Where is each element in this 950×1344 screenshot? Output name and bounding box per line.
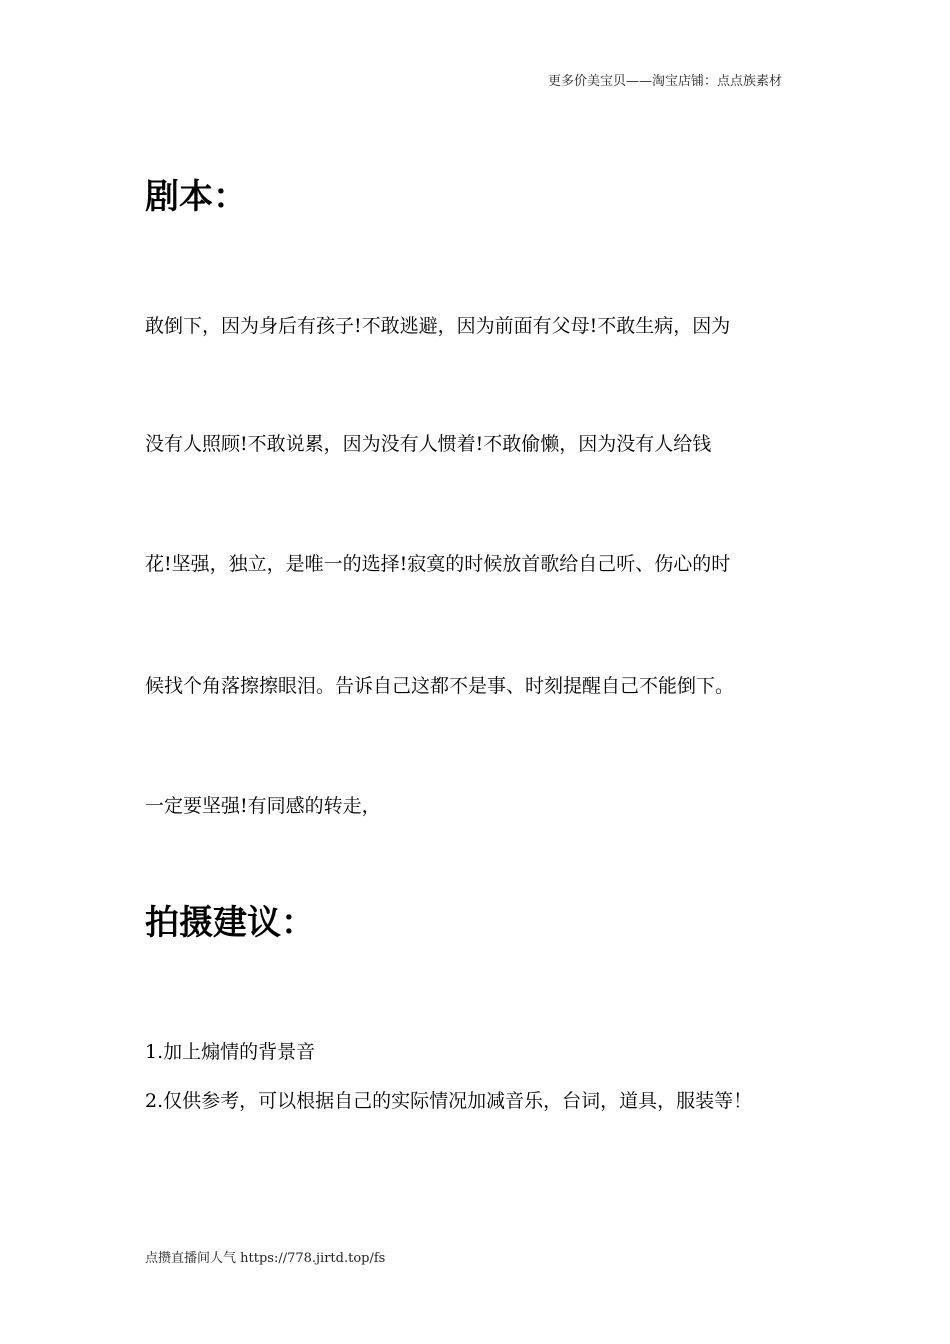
script-line: 一定要坚强!有同感的转走，	[145, 795, 381, 817]
script-line: 花!坚强，独立，是唯一的选择!寂寞的时候放首歌给自己听、伤心的时	[145, 553, 731, 575]
advice-item: 1.加上煽情的背景音	[145, 1041, 316, 1063]
header-note: 更多价美宝贝——淘宝店铺：点点族素材	[548, 74, 783, 89]
script-line: 没有人照顾!不敢说累，因为没有人惯着!不敢偷懒，因为没有人给钱	[145, 433, 712, 455]
script-heading: 剧本：	[145, 177, 247, 217]
advice-heading: 拍摄建议：	[145, 903, 315, 943]
footer-note: 点攒直播间人气 https://778.jirtd.top/fs	[145, 1251, 386, 1266]
advice-item: 2.仅供参考，可以根据自己的实际情况加减音乐，台词，道具，服装等！	[145, 1090, 753, 1112]
script-line: 候找个角落擦擦眼泪。告诉自己这都不是事、时刻提醒自己不能倒下。	[145, 675, 735, 697]
script-line: 敢倒下，因为身后有孩子!不敢逃避，因为前面有父母!不敢生病，因为	[145, 315, 731, 337]
